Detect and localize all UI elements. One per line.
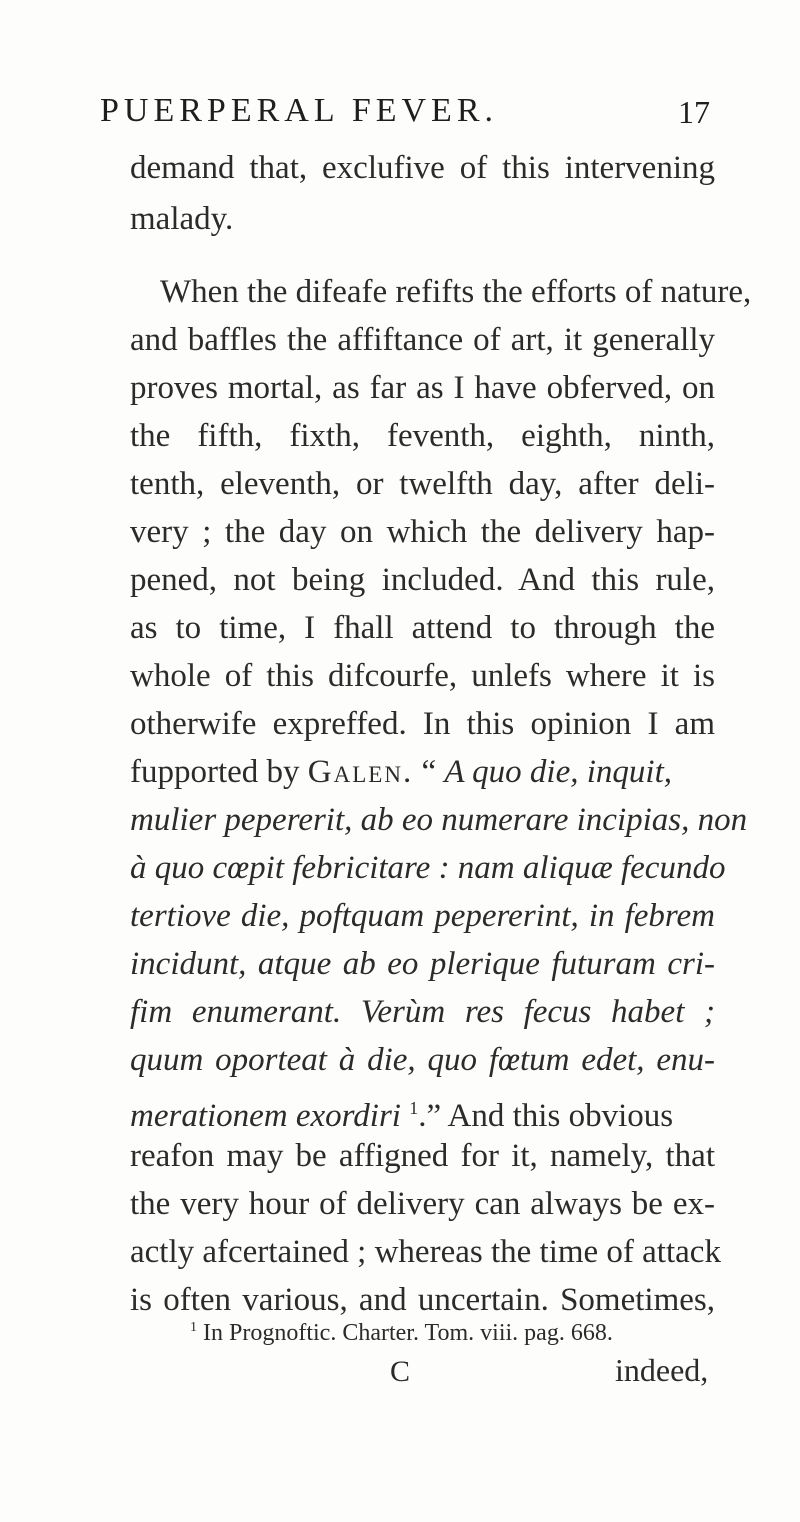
text-line: proves mortal, as far as I have obferved, on [130, 370, 715, 406]
text-line: malady. [130, 201, 234, 237]
text-line: is often various, and uncertain. Sometimes, [130, 1282, 715, 1318]
author-name: Galen. [307, 754, 414, 790]
text-line: very ; the day on which the delivery hap- [130, 514, 715, 550]
latin-line: fim enumerant. Verùm res fecus habet ; [130, 994, 715, 1030]
page-number: 17 [678, 94, 710, 130]
text-line: and baffles the affiftance of art, it generally [130, 322, 715, 358]
quote-open: “ [413, 754, 445, 790]
mixed-line [130, 1088, 715, 1136]
galen-line-roman: fupported by [130, 754, 308, 790]
page-header [100, 92, 710, 142]
mixed-line-roman: .” And this obvious [418, 1098, 674, 1134]
catchword: indeed, [615, 1352, 709, 1388]
footnote-marker: 1 [190, 1320, 197, 1335]
footnote-text: In Prognoftic. Charter. Tom. viii. pag. 668. [203, 1320, 613, 1346]
text-line: pened, not being included. And this rule, [130, 562, 715, 598]
latin-quote-end: merationem exordiri [130, 1098, 401, 1134]
latin-quote-start: A quo die, inquit, [444, 754, 672, 790]
text-line: as to time, I fhall attend to through the [130, 610, 715, 646]
latin-line: tertiove die, poftquam pepererint, in febrem [130, 898, 715, 934]
running-title: PUERPERAL FEVER. [100, 92, 499, 129]
text-line: the very hour of delivery can always be ex- [130, 1186, 715, 1222]
text-line: the fifth, fixth, feventh, eighth, ninth, [130, 418, 715, 454]
footnote-reference: 1 [409, 1098, 419, 1118]
text-line: otherwife expreffed. In this opinion I am [130, 706, 715, 742]
text-line: whole of this difcourfe, unlefs where it is [130, 658, 715, 694]
footnote [190, 1320, 613, 1347]
text-line: reafon may be affigned for it, namely, that [130, 1138, 715, 1174]
latin-line: à quo cœpit febricitare : nam aliquæ fecundo [130, 850, 726, 886]
text-line: tenth, eleventh, or twelfth day, after deli- [130, 466, 715, 502]
latin-line: quum oporteat à die, quo fœtum edet, enu- [130, 1042, 715, 1078]
galen-line [130, 752, 715, 792]
latin-line: incidunt, atque ab eo plerique futuram cri- [130, 946, 715, 982]
text-line: actly afcertained ; whereas the time of attack [130, 1234, 721, 1270]
latin-line: mulier pepererit, ab eo numerare incipias, non [130, 802, 748, 838]
signature-mark: C [390, 1355, 411, 1388]
text-line: When the difeafe refifts the efforts of nature, [160, 274, 752, 310]
text-line: demand that, exclufive of this intervening [130, 150, 715, 186]
